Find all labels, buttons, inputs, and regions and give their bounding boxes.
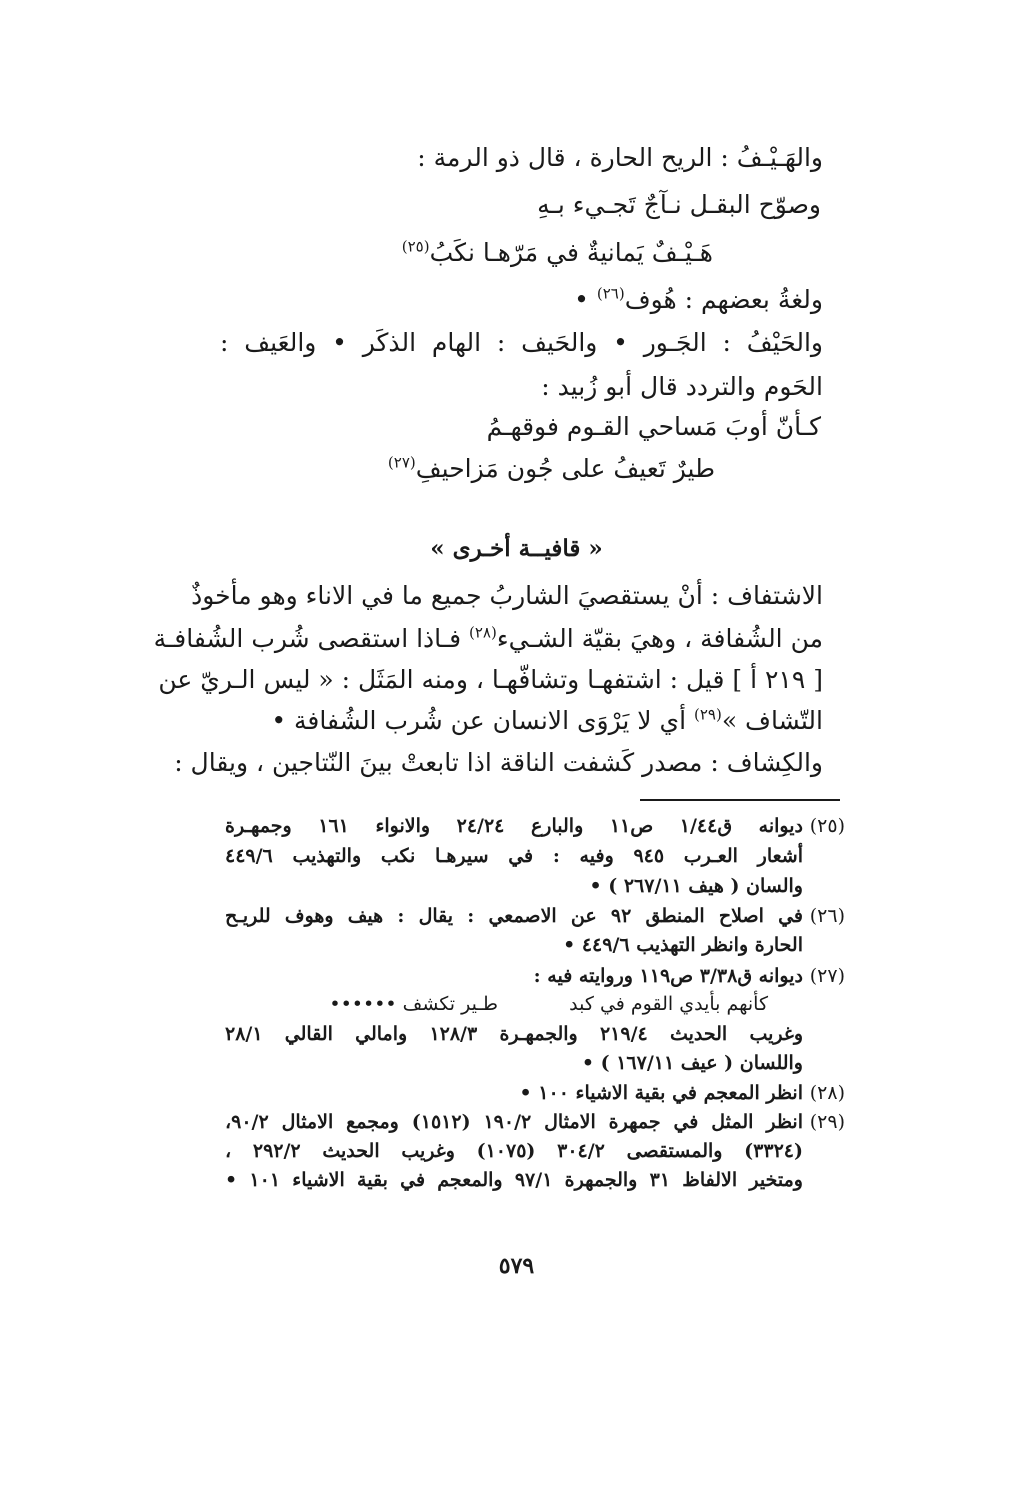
verse-text: كـأنّ أوبَ مَساحي القـوم فوقهـمُ — [486, 412, 821, 441]
section-text: والكِشاف : مصدر كَشفت الناقة اذا تابعتْ بينَ النّتاجين ، ويقال : — [174, 748, 823, 777]
verse-text: هَـيْـفٌ يَمانيةٌ في مَرّهـا نكَبُ — [429, 238, 713, 267]
body-line-4 — [574, 285, 823, 315]
footnote-27-verse-a: كأنهم بأيدي القوم في كبد — [569, 993, 768, 1015]
body-text: الحَوم والتردد قال أبو زُبيد : — [541, 372, 823, 401]
section-line-5 — [174, 748, 823, 778]
body-line-6 — [541, 372, 823, 402]
footnote-25-line-3: والسان ( هيف ٢٦٧/١١ ) • — [589, 875, 803, 897]
body-text: • — [574, 285, 597, 314]
footnote-27-line-1: ديوانه ق٣/٣٨ ص١١٩ وروايته فيه : — [533, 965, 803, 987]
footnote-ref-29: (٢٩) — [693, 705, 722, 724]
footnote-number-29: (٢٩) — [809, 1111, 845, 1133]
footnote-divider — [640, 799, 840, 801]
footnote-ref-26: (٢٦) — [596, 284, 625, 303]
section-text: من الشُفافة ، وهيَ بقيّة الشـيء — [496, 624, 823, 653]
footnote-ref-28: (٢٨) — [469, 623, 497, 642]
footnote-25-line-2: أشعار العـرب ٩٤٥ وفيه : في سيرهـا نكب والتهذيب ٤٤٩/٦ — [225, 845, 803, 867]
section-text: [ ٢١٩ أ ] قيل : اشتفهـا وتشافّهـا ، ومنه المَثَل : « ليس الـريّ عن — [158, 665, 823, 694]
footnote-number-28: (٢٨) — [809, 1082, 845, 1104]
verse-line-4 — [388, 454, 715, 484]
section-text: أي لا يَرْوَى الانسان عن شُرب الشُفافة • — [271, 706, 694, 735]
footnote-29-line-1: انظر المثل في جمهرة الامثال ١٩٠/٢ (١٥١٢) ومجمع الامثال ٩٠/٢، — [225, 1111, 803, 1133]
verse-text: وصوّح البقـل نـآجٌ تَجـيء بـهِ — [537, 190, 821, 219]
section-text: الاشتفاف : أنْ يستقصيَ الشاربُ جميع ما في الاناء وهو مأخوذٌ — [191, 581, 823, 610]
section-line-3 — [158, 665, 823, 695]
footnote-ref-27: (٢٧) — [387, 453, 416, 472]
footnote-number-27: (٢٧) — [809, 965, 845, 987]
footnote-ref-25: (٢٥) — [401, 237, 430, 256]
verse-line-2 — [402, 238, 713, 268]
verse-text: طيرٌ تَعيفُ على جُون مَزاحيفِ — [415, 454, 715, 483]
footnote-28-line-1: انظر المعجم في بقية الاشياء ١٠٠ • — [519, 1082, 803, 1104]
verse-line-1 — [537, 190, 821, 220]
footnote-27-verse-b: طـير تكشف •••••• — [329, 993, 498, 1015]
body-line-5 — [220, 328, 823, 358]
body-text: والهَـيْـفُ : الريح الحارة ، قال ذو الرمة : — [417, 143, 823, 172]
section-line-4 — [271, 706, 823, 736]
verse-line-3 — [487, 412, 821, 442]
section-text: فـاذا استقصى شُرب الشُفافـة — [153, 624, 470, 653]
footnote-26-line-2: الحارة وانظر التهذيب ٤٤٩/٦ • — [563, 934, 803, 956]
body-text: والحَيْفُ : الجَـور • والحَيف : الهام الذكَر • والعَيف : — [220, 328, 823, 357]
footnote-26-line-1: في اصلاح المنطق ٩٢ عن الاصمعي : يقال : هيف وهوف للريـح — [225, 905, 803, 927]
section-text: التّشاف » — [721, 706, 823, 735]
section-heading: « قافيــة أخـرى » — [430, 535, 603, 562]
section-line-2 — [153, 623, 823, 654]
footnote-29-line-3: ومتخير الالفاظ ٣١ والجمهرة ٩٧/١ والمعجم في بقية الاشياء ١٠١ • — [225, 1169, 803, 1191]
footnote-27-line-4: واللسان ( عيف ١٦٧/١١ ) • — [581, 1052, 803, 1074]
section-line-1 — [191, 581, 823, 611]
body-line-1 — [417, 143, 823, 173]
footnote-29-line-2: (٣٣٢٤) والمستقصى ٣٠٤/٢ (١٠٧٥) وغريب الحديث ٢٩٢/٢ ، — [225, 1140, 803, 1162]
page-number: ٥٧٩ — [498, 1253, 535, 1279]
footnote-25-line-1: ديوانه ق١/٤٤ ص١١ والبارع ٢٤/٢٤ والانواء ١٦١ وجمهـرة — [225, 815, 803, 837]
footnote-27-line-3: وغريب الحديث ٢١٩/٤ والجمهـرة ١٢٨/٣ وامالي القالي ٢٨/١ — [225, 1023, 803, 1045]
footnote-number-26: (٢٦) — [809, 905, 845, 927]
body-text: ولغةُ بعضهم : هُوف — [624, 285, 823, 314]
footnote-number-25: (٢٥) — [809, 815, 845, 837]
